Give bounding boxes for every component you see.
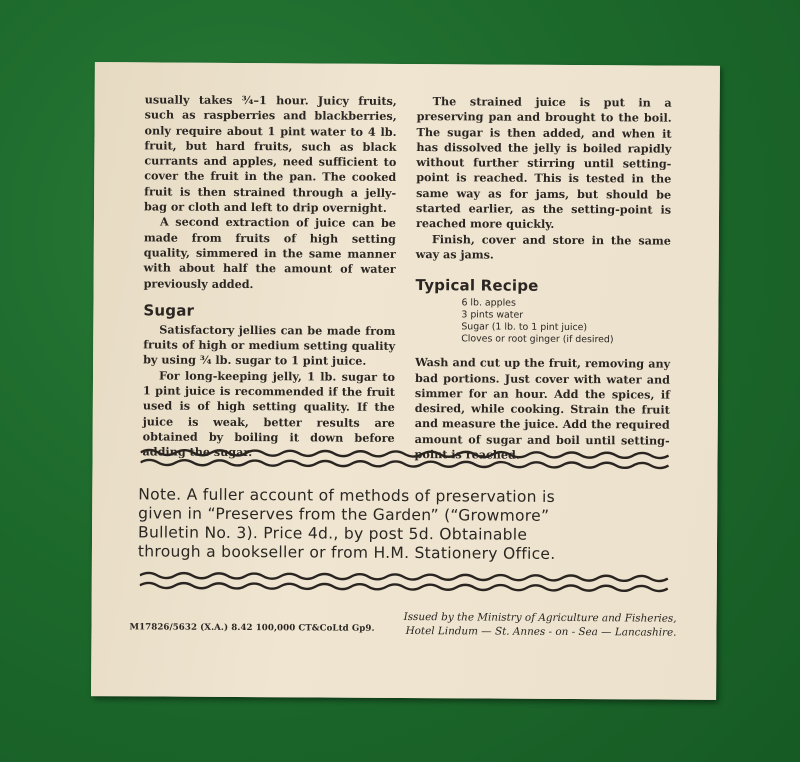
- issued-line: Hotel Lindum — St. Annes - on - Sea — Lancashire.: [405, 625, 677, 639]
- ingredient-item: Cloves or root ginger (if desired): [461, 333, 614, 346]
- heading-sugar: Sugar: [143, 301, 195, 320]
- note-line: Bulletin No. 3). Price 4d., by post 5d. Obtainable: [138, 523, 528, 544]
- wavy-divider-top: [140, 445, 670, 474]
- note-line: Note. A fuller account of methods of preservation is: [138, 485, 556, 506]
- heading-typical-recipe: Typical Recipe: [415, 276, 539, 296]
- paragraph-boiling: The strained juice is put in a preserving pan and brought to the boil. The sugar is then added, and when it has dissolved the jelly is boiled rapidly without further stirring until setting-point is reached. This is tested in the same way as for jams, but should be started earlier, as the setting-point is reached more quickly.: [415, 94, 672, 232]
- paragraph-long-keeping: For long-keeping jelly, 1 lb. sugar to 1 pint juice is recommended if the fruit used is of high setting quality. If the juice is weak, better results are obtained by boiling it down before adding the sugar.: [142, 368, 396, 460]
- ingredient-item: 3 pints water: [461, 309, 524, 321]
- issued-by: [376, 610, 676, 640]
- wavy-divider-bottom: [140, 568, 670, 597]
- paragraph-juice-extraction: usually takes ¾–1 hour. Juicy fruits, such as raspberries and blackberries, only require about 1 pint water to 4 lb. fruit, but hard fruits, such as black currants and apples, need sufficient to cover the fruit in the pan. The cooked fruit is then strained through a jelly-bag or cloth and left to drip overnight.: [144, 92, 397, 215]
- leaflet-page: [91, 62, 720, 700]
- note-block: [138, 485, 676, 564]
- left-column: [143, 92, 397, 461]
- paragraph-second-extraction: A second extraction of juice can be made from fruits of high setting quality, simmered in the same manner with about half the amount of water previously added.: [143, 214, 397, 291]
- paragraph-finish: Finish, cover and store in the same way as jams.: [415, 231, 671, 262]
- ingredient-item: 6 lb. apples: [461, 297, 516, 309]
- ingredient-item: Sugar (1 lb. to 1 pint juice): [461, 321, 588, 334]
- ingredients-list: [461, 298, 670, 347]
- paragraph-method: Wash and cut up the fruit, removing any bad portions. Just cover with water and simmer for an hour. Add the spices, if desired, while cooking. Strain the fruit and measure the juice. Add the required amount of sugar and boil until setting-point is reached.: [414, 355, 671, 462]
- paragraph-sugar-quantity: Satisfactory jellies can be made from fruits of high or medium setting quality by using ¾ lb. sugar to 1 pint juice.: [143, 322, 396, 369]
- print-code: M17826/5632 (X.A.) 8.42 100,000 CT&CoLtd Gp9.: [129, 622, 375, 634]
- issued-line: Issued by the Ministry of Agriculture and Fisheries,: [403, 610, 677, 625]
- right-column: [415, 94, 672, 464]
- note-line: given in “Preserves from the Garden” (“Growmore”: [138, 504, 550, 525]
- note-line: through a bookseller or from H.M. Stationery Office.: [137, 542, 556, 563]
